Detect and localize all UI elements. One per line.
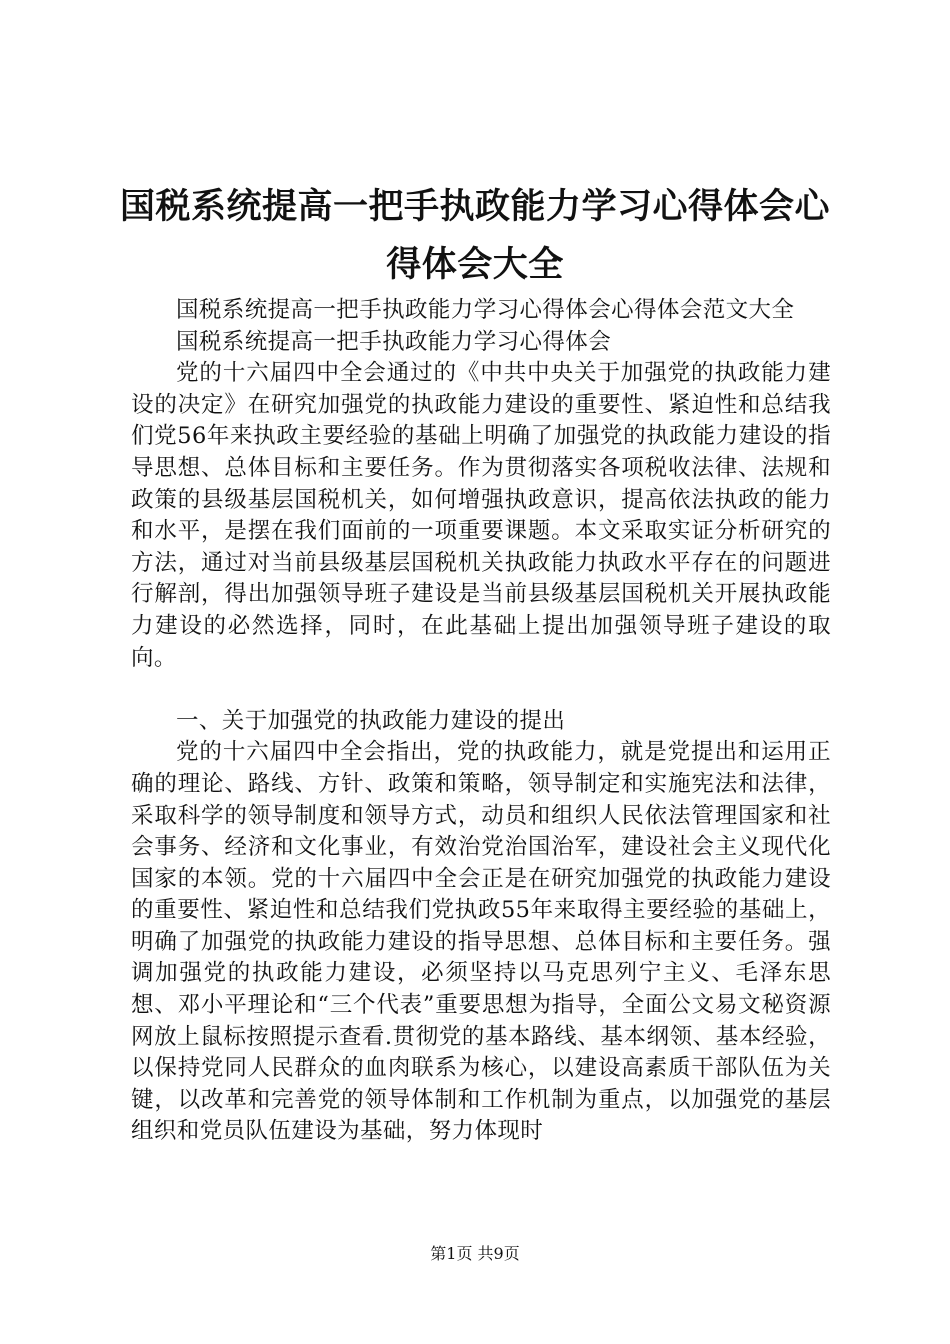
paragraph-intro: 党的十六届四中全会通过的《中共中央关于加强党的执政能力建设的决定》在研究加强党的执政能力建设的重要性、紧迫性和总结我们党56年来执政主要经验的基础上明确了加强党的执政能力建设的指导思想、总体目标和主要任务。作为贯彻落实各项税收法律、法规和政策的县级基层国税机关，如何增强执政意识，提高依法执政的能力和水平，是摆在我们面前的一项重要课题。本文采取实证分析研究的方法，通过对当前县级基层国税机关执政能力执政水平存在的问题进行解剖，得出加强领导班子建设是当前县级基层国税机关开展执政能力建设的必然选择，同时，在此基础上提出加强领导班子建设的取向。: [131, 360, 831, 671]
paragraph-section-1: 党的十六届四中全会指出，党的执政能力，就是党提出和运用正确的理论、路线、方针、政策和策略，领导制定和实施宪法和法律，采取科学的领导制度和领导方式，动员和组织人民依法管理国家和社会事务、经济和文化事业，有效治党治国治军，建设社会主义现代化国家的本领。党的十六届四中全会正是在研究加强党的执政能力建设的重要性、紧迫性和总结我们党执政55年来取得主要经验的基础上，明确了加强党的执政能力建设的指导思想、总体目标和主要任务。强调加强党的执政能力建设，必须坚持以马克思列宁主义、毛泽东思想、邓小平理论和“三个代表”重要思想为指导，全面公文易文秘资源网放上鼠标按照提示查看.贯彻党的基本路线、基本纲领、基本经验，以保持党同人民群众的血肉联系为核心，以建设高素质干部队伍为关键，以改革和完善党的领导体制和工作机制为重点，以加强党的基层组织和党员队伍建设为基础，努力体现时: [131, 739, 831, 1145]
section-heading: 一、关于加强党的执政能力建设的提出: [176, 707, 566, 734]
document-body: [131, 295, 831, 1148]
page-footer: 第1页 共9页: [430, 1244, 520, 1263]
paragraph-subtitle: 国税系统提高一把手执政能力学习心得体会心得体会范文大全: [176, 297, 795, 323]
document-title: 国税系统提高一把手执政能力学习心得体会心得体会大全: [120, 187, 831, 285]
paragraph-heading: 国税系统提高一把手执政能力学习心得体会: [176, 328, 612, 355]
